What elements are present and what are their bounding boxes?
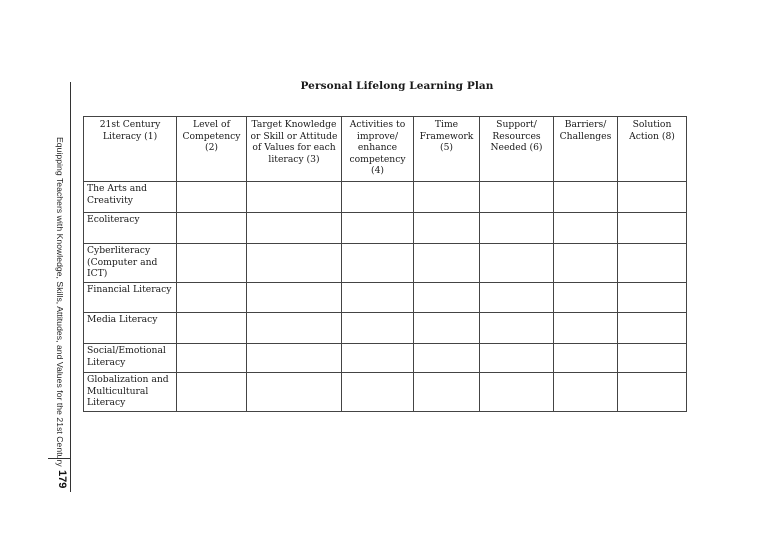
table-cell[interactable] <box>247 313 342 344</box>
table-cell[interactable] <box>177 344 247 373</box>
row-label-ecoliteracy: Ecoliteracy <box>84 213 177 244</box>
table-cell[interactable] <box>480 373 554 412</box>
learning-plan-table <box>83 116 687 412</box>
header-level-of-competency: Level of Competency (2) <box>177 117 247 182</box>
table-cell[interactable] <box>480 344 554 373</box>
table-cell[interactable] <box>342 313 414 344</box>
table-cell[interactable] <box>554 244 618 283</box>
table-cell[interactable] <box>554 344 618 373</box>
table-cell[interactable] <box>177 182 247 213</box>
table-header-row <box>84 117 687 182</box>
table-cell[interactable] <box>177 313 247 344</box>
table-cell[interactable] <box>554 213 618 244</box>
table-cell[interactable] <box>554 283 618 313</box>
header-barriers: Barriers/ Challenges <box>554 117 618 182</box>
table-row <box>84 213 687 244</box>
row-label-financial: Financial Literacy <box>84 283 177 313</box>
table-cell[interactable] <box>177 283 247 313</box>
table-cell[interactable] <box>342 373 414 412</box>
running-head: Equipping Teachers with Knowledge, Skills, Attitudes, and Values for the 21st Century <box>55 137 65 467</box>
table-row <box>84 344 687 373</box>
table-row <box>84 373 687 412</box>
table-cell[interactable] <box>554 313 618 344</box>
table-row <box>84 182 687 213</box>
table-cell[interactable] <box>554 373 618 412</box>
row-label-media: Media Literacy <box>84 313 177 344</box>
table-cell[interactable] <box>480 283 554 313</box>
table-cell[interactable] <box>414 313 480 344</box>
row-label-social-emotional: Social/Emotional Literacy <box>84 344 177 373</box>
table-cell[interactable] <box>247 373 342 412</box>
table-cell[interactable] <box>480 213 554 244</box>
table-cell[interactable] <box>554 182 618 213</box>
table-cell[interactable] <box>342 213 414 244</box>
header-literacy: 21st Century Literacy (1) <box>84 117 177 182</box>
table-cell[interactable] <box>618 373 687 412</box>
header-support-resources: Support/ Resources Needed (6) <box>480 117 554 182</box>
table-cell[interactable] <box>342 244 414 283</box>
table-cell[interactable] <box>247 283 342 313</box>
header-time-framework: Time Framework (5) <box>414 117 480 182</box>
table-cell[interactable] <box>618 283 687 313</box>
table-cell[interactable] <box>480 182 554 213</box>
table-cell[interactable] <box>618 313 687 344</box>
table-cell[interactable] <box>618 244 687 283</box>
table-cell[interactable] <box>480 313 554 344</box>
table-cell[interactable] <box>177 373 247 412</box>
table-cell[interactable] <box>414 244 480 283</box>
table-cell[interactable] <box>247 244 342 283</box>
table-cell[interactable] <box>618 182 687 213</box>
table-cell[interactable] <box>414 213 480 244</box>
row-label-cyberliteracy: Cyberliteracy (Computer and ICT) <box>84 244 177 283</box>
header-activities: Activities to improve/ enhance competency (4) <box>342 117 414 182</box>
table-cell[interactable] <box>342 182 414 213</box>
table-cell[interactable] <box>618 344 687 373</box>
table-cell[interactable] <box>414 182 480 213</box>
table-cell[interactable] <box>414 344 480 373</box>
page-title: Personal Lifelong Learning Plan <box>300 80 494 92</box>
table-cell[interactable] <box>342 344 414 373</box>
table-cell[interactable] <box>480 244 554 283</box>
table-cell[interactable] <box>247 344 342 373</box>
table-cell[interactable] <box>414 373 480 412</box>
table-cell[interactable] <box>342 283 414 313</box>
sidebar-rule <box>70 82 71 492</box>
header-solution-action: Solution Action (8) <box>618 117 687 182</box>
row-label-arts: The Arts and Creativity <box>84 182 177 213</box>
table-cell[interactable] <box>177 244 247 283</box>
table-cell[interactable] <box>247 213 342 244</box>
header-target-knowledge: Target Knowledge or Skill or Attitude of Values for each literacy (3) <box>247 117 342 182</box>
table-cell[interactable] <box>414 283 480 313</box>
table-row <box>84 244 687 283</box>
table-cell[interactable] <box>177 213 247 244</box>
table-row <box>84 313 687 344</box>
page-number: 179 <box>56 470 68 489</box>
table-row <box>84 283 687 313</box>
table-cell[interactable] <box>247 182 342 213</box>
row-label-globalization: Globalization and Multicultural Literacy <box>84 373 177 412</box>
table-cell[interactable] <box>618 213 687 244</box>
